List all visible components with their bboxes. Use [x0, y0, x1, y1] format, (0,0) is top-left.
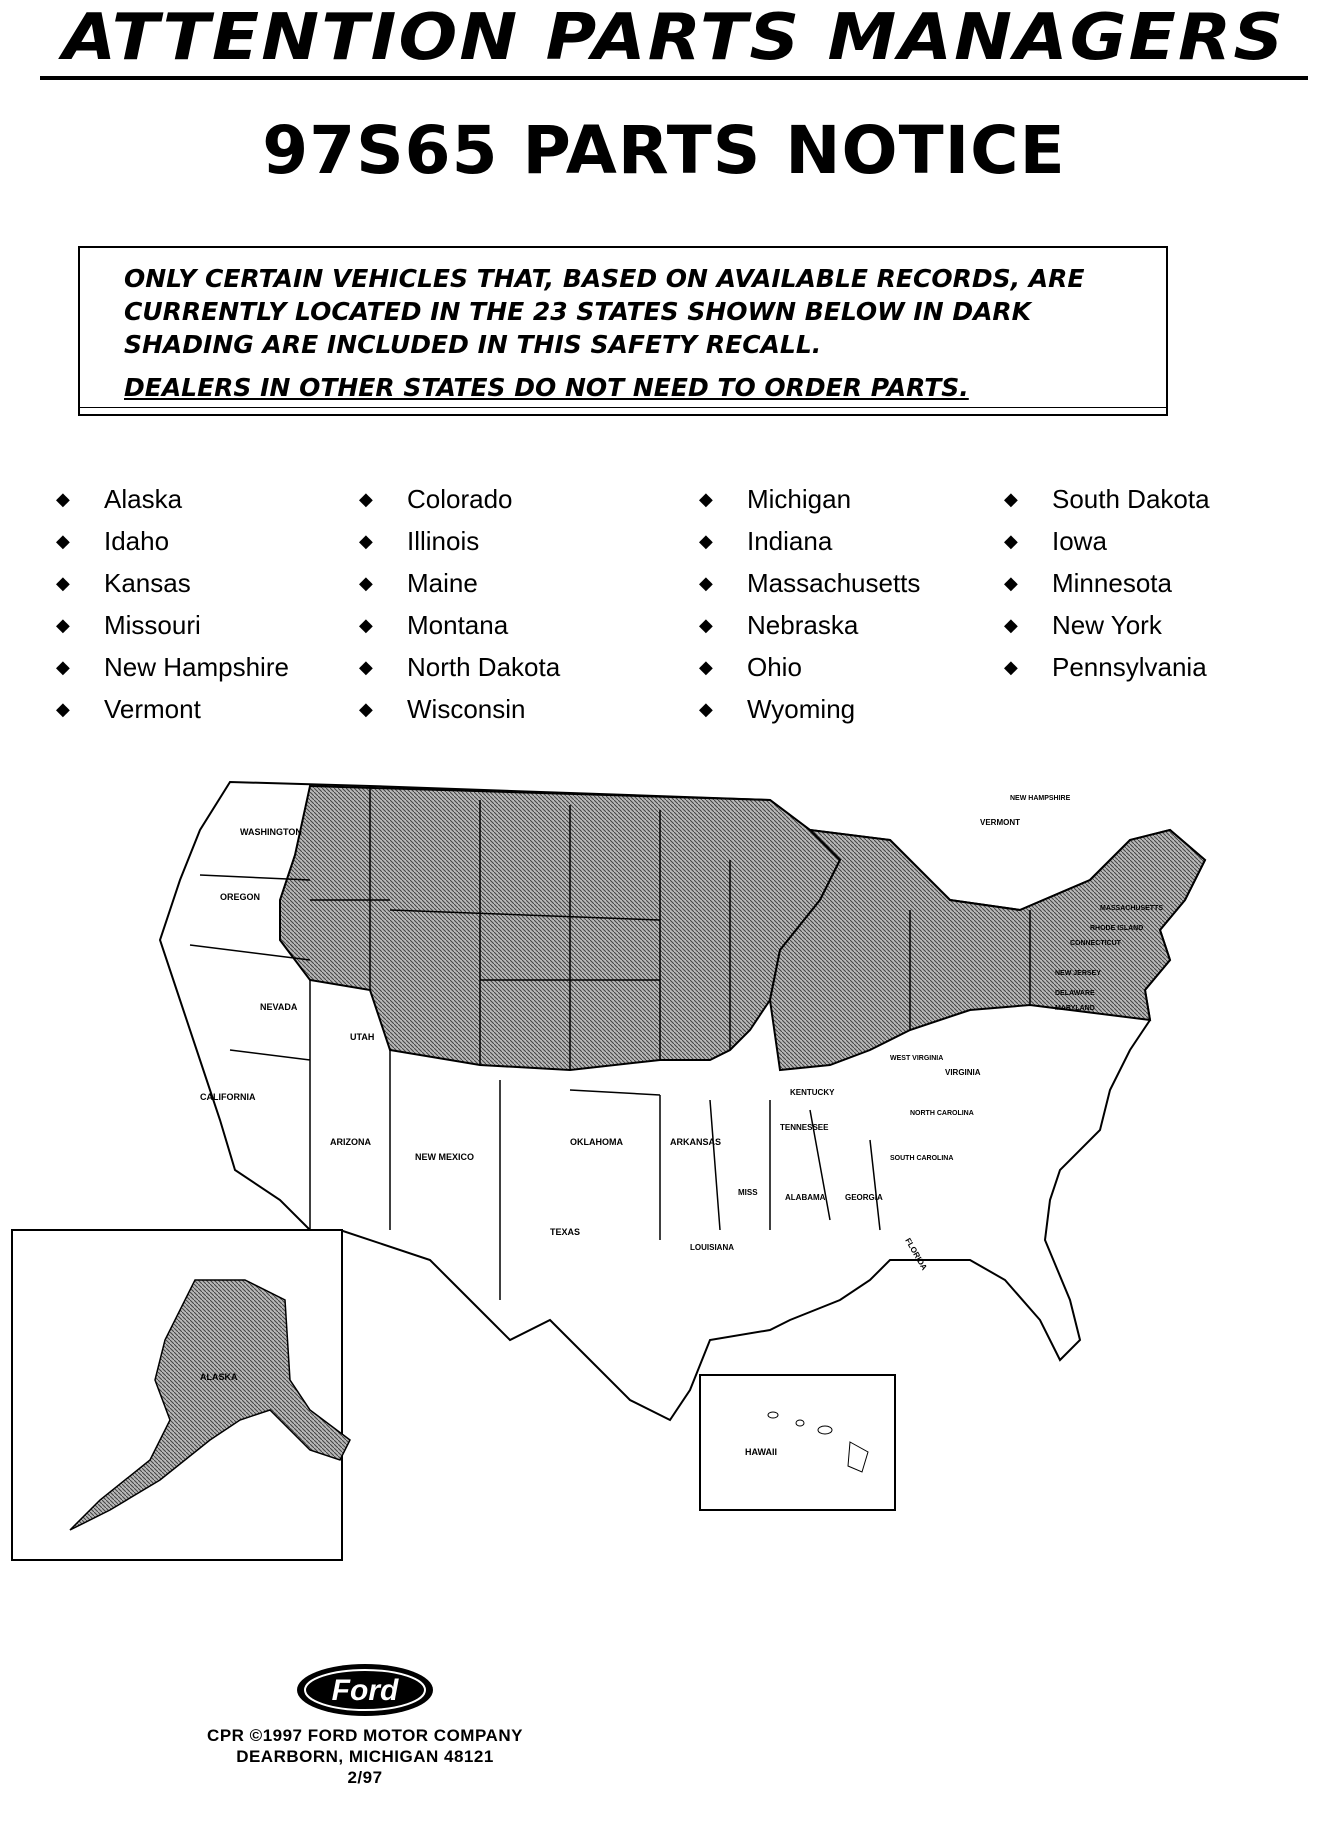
label-north-carolina: NORTH CAROLINA [910, 1110, 974, 1117]
state-name: Pennsylvania [1052, 651, 1207, 682]
hawaii-inset [700, 1375, 895, 1510]
label-new-mexico: NEW MEXICO [415, 1152, 475, 1162]
state-item [359, 646, 560, 688]
state-name: Montana [407, 609, 509, 640]
state-item [699, 562, 920, 604]
state-name: Vermont [104, 693, 201, 724]
label-virginia: VIRGINIA [945, 1068, 981, 1077]
footer [0, 1660, 730, 1788]
bullet-icon: ◆ [56, 614, 70, 635]
notice-title: 97S65 PARTS NOTICE [262, 112, 1066, 189]
label-hawaii: HAWAII [745, 1447, 778, 1457]
state-item [359, 604, 560, 646]
state-name: New York [1052, 609, 1162, 640]
state-name: Wisconsin [407, 693, 526, 724]
state-item [56, 688, 289, 730]
bullet-icon: ◆ [699, 530, 713, 551]
title-rule [40, 76, 1308, 80]
state-item [359, 688, 560, 730]
state-name: Maine [407, 567, 478, 598]
label-florida: FLORIDA [903, 1236, 929, 1272]
label-west-virginia: WEST VIRGINIA [890, 1055, 944, 1062]
label-washington: WASHINGTON [240, 827, 302, 837]
bullet-icon: ◆ [359, 656, 373, 677]
bullet-icon: ◆ [359, 530, 373, 551]
page-header [40, 0, 1308, 80]
label-new-hampshire: NEW HAMPSHIRE [1010, 795, 1071, 802]
state-name: Indiana [747, 525, 833, 556]
state-name: Massachusetts [747, 567, 921, 598]
state-item [1004, 646, 1210, 688]
state-item [56, 520, 289, 562]
bullet-icon: ◆ [699, 614, 713, 635]
bullet-icon: ◆ [56, 698, 70, 719]
state-item [56, 478, 289, 520]
state-item [1004, 520, 1210, 562]
state-name: Ohio [747, 651, 802, 682]
state-name: South Dakota [1052, 483, 1210, 514]
label-oklahoma: OKLAHOMA [570, 1137, 623, 1147]
state-name: Alaska [104, 483, 183, 514]
ford-logo [295, 1660, 435, 1720]
label-oregon: OREGON [220, 892, 261, 902]
label-tennessee: TENNESSEE [780, 1123, 829, 1132]
state-item [359, 562, 560, 604]
state-item [56, 646, 289, 688]
state-item [1004, 478, 1210, 520]
ford-logo-text: Ford [331, 1674, 399, 1707]
bullet-icon: ◆ [699, 656, 713, 677]
bullet-icon: ◆ [699, 698, 713, 719]
footer-line-1: CPR ©1997 FORD MOTOR COMPANY [207, 1726, 523, 1745]
label-south-carolina: SOUTH CAROLINA [890, 1155, 954, 1162]
state-column-3 [699, 478, 920, 730]
state-name: Kansas [104, 567, 191, 598]
state-name: Idaho [104, 525, 170, 556]
bullet-icon: ◆ [56, 488, 70, 509]
bullet-icon: ◆ [56, 656, 70, 677]
label-maryland: MARYLAND [1055, 1005, 1095, 1012]
label-arizona: ARIZONA [330, 1137, 371, 1147]
notice-line-1: ONLY CERTAIN VEHICLES THAT, BASED ON AVAILABLE RECORDS, ARE [124, 264, 1085, 293]
label-new-jersey: NEW JERSEY [1055, 970, 1101, 977]
state-column-2 [359, 478, 560, 730]
footer-line-3: 2/97 [347, 1768, 383, 1787]
bullet-icon: ◆ [1004, 488, 1018, 509]
label-georgia: GEORGIA [845, 1193, 883, 1202]
bullet-icon: ◆ [1004, 656, 1018, 677]
bullet-icon: ◆ [1004, 530, 1018, 551]
state-name: North Dakota [407, 651, 561, 682]
state-item [56, 604, 289, 646]
label-alabama: ALABAMA [785, 1193, 826, 1202]
state-item [1004, 604, 1210, 646]
notice-box [78, 246, 1168, 416]
state-column-4 [1004, 478, 1210, 688]
box-inner-rule [80, 407, 1166, 408]
state-name: Minnesota [1052, 567, 1172, 598]
bullet-icon: ◆ [1004, 614, 1018, 635]
state-item [359, 520, 560, 562]
state-item [699, 688, 920, 730]
state-column-1 [56, 478, 289, 730]
label-louisiana: LOUISIANA [690, 1243, 734, 1252]
label-alaska: ALASKA [200, 1372, 238, 1382]
label-rhode-island: RHODE ISLAND [1090, 925, 1144, 932]
label-nevada: NEVADA [260, 1002, 298, 1012]
state-name: Nebraska [747, 609, 859, 640]
label-arkansas: ARKANSAS [670, 1137, 722, 1147]
notice-line-2: CURRENTLY LOCATED IN THE 23 STATES SHOWN BELOW IN DARK [124, 297, 1032, 326]
bullet-icon: ◆ [359, 488, 373, 509]
state-name: New Hampshire [104, 651, 289, 682]
state-name: Missouri [104, 609, 201, 640]
bullet-icon: ◆ [359, 572, 373, 593]
state-list [56, 478, 1286, 728]
state-item [699, 478, 920, 520]
label-mississippi: MISS [738, 1188, 758, 1197]
label-california: CALIFORNIA [200, 1092, 256, 1102]
state-item [56, 562, 289, 604]
state-item [359, 478, 560, 520]
state-item [699, 604, 920, 646]
state-item [1004, 562, 1210, 604]
bullet-icon: ◆ [56, 572, 70, 593]
state-name: Illinois [407, 525, 480, 556]
label-texas: TEXAS [550, 1227, 581, 1237]
bullet-icon: ◆ [56, 530, 70, 551]
label-massachusetts: MASSACHUSETTS [1100, 905, 1164, 912]
bullet-icon: ◆ [1004, 572, 1018, 593]
notice-line-3: SHADING ARE INCLUDED IN THIS SAFETY RECALL. [124, 330, 822, 359]
us-map [10, 760, 1328, 1660]
footer-line-2: DEARBORN, MICHIGAN 48121 [236, 1747, 494, 1766]
bullet-icon: ◆ [359, 614, 373, 635]
state-name: Wyoming [747, 693, 856, 724]
label-utah: UTAH [350, 1032, 375, 1042]
label-delaware: DELAWARE [1055, 990, 1095, 997]
state-item [699, 520, 920, 562]
bullet-icon: ◆ [699, 572, 713, 593]
label-kentucky: KENTUCKY [790, 1088, 835, 1097]
state-name: Iowa [1052, 525, 1107, 556]
bullet-icon: ◆ [699, 488, 713, 509]
label-vermont: VERMONT [980, 818, 1020, 827]
state-item [699, 646, 920, 688]
bullet-icon: ◆ [359, 698, 373, 719]
state-name: Michigan [747, 483, 852, 514]
label-connecticut: CONNECTICUT [1070, 940, 1121, 947]
us-map-svg [10, 760, 1328, 1660]
page-title: ATTENTION PARTS MANAGERS [62, 1, 1286, 75]
notice-line-4: DEALERS IN OTHER STATES DO NOT NEED TO ORDER PARTS. [124, 373, 969, 402]
state-name: Colorado [407, 483, 513, 514]
